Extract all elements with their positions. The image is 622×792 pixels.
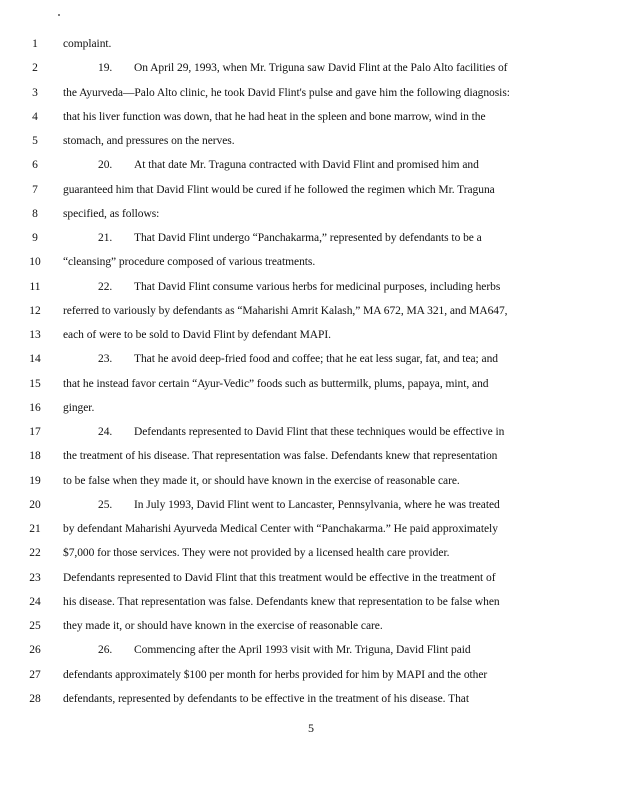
line-text	[98, 425, 618, 439]
line-number: 27	[29, 668, 41, 681]
line-text	[63, 183, 583, 197]
paragraph-number: 24.	[98, 426, 113, 438]
line-text	[98, 158, 618, 172]
pleading-line	[0, 639, 622, 663]
scan-speck	[58, 14, 60, 16]
line-content: guaranteed him that David Flint would be cured if he followed the regimen which Mr. Traguna	[63, 183, 495, 196]
line-text	[63, 304, 583, 318]
line-number: 20	[29, 498, 41, 511]
line-content: each of were to be sold to David Flint by defendant MAPI.	[63, 329, 331, 341]
pleading-line	[0, 324, 622, 348]
line-text	[63, 449, 583, 463]
pleading-line	[0, 567, 622, 591]
line-number: 9	[32, 232, 38, 244]
line-number: 23	[29, 571, 41, 584]
pleading-line	[0, 203, 622, 227]
pleading-line	[0, 33, 622, 57]
line-number: 18	[29, 450, 41, 463]
pleading-line	[0, 154, 622, 178]
line-content: by defendant Maharishi Ayurveda Medical Center with “Panchakarma.” He paid approximately	[63, 523, 498, 535]
line-text	[63, 595, 583, 609]
line-text	[98, 498, 618, 512]
pleading-line	[0, 615, 622, 639]
line-content: On April 29, 1993, when Mr. Triguna saw David Flint at the Palo Alto facilities of	[134, 62, 508, 75]
line-number: 4	[32, 110, 38, 123]
pleading-line	[0, 57, 622, 81]
line-text	[63, 571, 583, 585]
line-content: that he instead favor certain “Ayur-Vedic” foods such as buttermilk, plums, papaya, mint, and	[63, 377, 489, 390]
line-number: 28	[29, 692, 41, 705]
line-text	[63, 328, 583, 342]
line-text	[63, 110, 583, 124]
line-text	[63, 255, 583, 269]
pleading-line	[0, 179, 622, 203]
pleading-line	[0, 373, 622, 397]
line-number: 1	[32, 38, 38, 50]
line-content: his disease. That representation was false. Defendants knew that representation to be false when	[63, 595, 500, 608]
pleading-line	[0, 688, 622, 712]
paragraph-number: 19.	[98, 62, 113, 75]
line-number: 19	[29, 474, 41, 487]
line-number: 25	[29, 620, 41, 632]
pleading-line	[0, 494, 622, 518]
line-number: 11	[29, 280, 41, 293]
pleading-line	[0, 542, 622, 566]
line-number: 5	[32, 135, 38, 147]
pleading-line	[0, 591, 622, 615]
line-content: defendants, represented by defendants to be effective in the treatment of his disease. That	[63, 692, 469, 705]
line-number: 13	[29, 329, 41, 341]
paragraph-number: 21.	[98, 232, 113, 244]
line-number: 21	[29, 523, 41, 535]
paragraph-number: 23.	[98, 353, 113, 366]
pleading-line	[0, 276, 622, 300]
pleading-line	[0, 421, 622, 445]
line-text	[63, 134, 583, 148]
line-number: 7	[32, 183, 38, 196]
line-number: 10	[29, 256, 41, 269]
line-content: specified, as follows:	[63, 207, 160, 220]
line-number: 2	[32, 62, 38, 75]
line-content: Defendants represented to David Flint that these techniques would be effective in	[134, 426, 505, 438]
line-content: ginger.	[63, 401, 95, 414]
pleading-line	[0, 130, 622, 154]
line-content: that his liver function was down, that he had heat in the spleen and bone marrow, wind in the	[63, 110, 486, 123]
pleading-line	[0, 348, 622, 372]
line-content: Defendants represented to David Flint that this treatment would be effective in the treatment of	[63, 571, 496, 584]
pleading-line	[0, 518, 622, 542]
pleading-line	[0, 106, 622, 130]
line-number: 26	[29, 644, 41, 657]
line-text	[98, 352, 618, 366]
line-number: 14	[29, 353, 41, 366]
line-content: That David Flint consume various herbs for medicinal purposes, including herbs	[134, 280, 501, 293]
page-number: 5	[308, 721, 314, 735]
line-text	[63, 522, 583, 536]
line-text	[98, 643, 618, 657]
line-content: stomach, and pressures on the nerves.	[63, 135, 235, 147]
line-content: “cleansing” procedure composed of various treatments.	[63, 256, 316, 269]
line-content: That he avoid deep-fried food and coffee; that he eat less sugar, fat, and tea; and	[134, 353, 498, 366]
pleading-line	[0, 445, 622, 469]
pleading-line	[0, 397, 622, 421]
line-number: 17	[29, 426, 41, 438]
line-content: That David Flint undergo “Panchakarma,” represented by defendants to be a	[134, 232, 482, 244]
line-number: 24	[29, 595, 41, 608]
line-text	[63, 401, 583, 415]
line-text	[63, 377, 583, 391]
line-content: complaint.	[63, 38, 112, 50]
pleading-line	[0, 470, 622, 494]
line-number: 15	[29, 377, 41, 390]
paragraph-number: 25.	[98, 498, 113, 511]
line-text	[63, 37, 583, 51]
paragraph-number: 20.	[98, 159, 113, 172]
line-text	[63, 86, 583, 100]
pleading-line	[0, 82, 622, 106]
line-text	[63, 668, 583, 682]
line-number: 6	[32, 159, 38, 172]
line-text	[63, 474, 583, 488]
line-number: 22	[29, 547, 41, 560]
pleading-line	[0, 227, 622, 251]
line-number: 3	[32, 86, 38, 99]
pleading-line	[0, 664, 622, 688]
line-text	[63, 619, 583, 633]
pleading-line	[0, 300, 622, 324]
line-content: At that date Mr. Traguna contracted with David Flint and promised him and	[134, 159, 479, 172]
line-number: 8	[32, 207, 38, 220]
line-text	[63, 692, 583, 706]
paragraph-number: 22.	[98, 280, 113, 293]
line-content: defendants approximately $100 per month for herbs provided for him by MAPI and the other	[63, 668, 488, 681]
line-content: the Ayurveda—Palo Alto clinic, he took David Flint's pulse and gave him the following diagnosis:	[63, 86, 510, 99]
line-content: In July 1993, David Flint went to Lancaster, Pennsylvania, where he was treated	[134, 498, 500, 511]
line-content: to be false when they made it, or should have known in the exercise of reasonable care.	[63, 474, 460, 487]
line-text	[98, 231, 618, 245]
line-content: referred to variously by defendants as “Maharishi Amrit Kalash,” MA 672, MA 321, and MA647,	[63, 304, 508, 317]
line-text	[63, 546, 583, 560]
line-content: Commencing after the April 1993 visit with Mr. Triguna, David Flint paid	[134, 644, 471, 657]
line-text	[98, 61, 618, 75]
line-number: 16	[29, 401, 41, 414]
line-number: 12	[29, 304, 41, 317]
line-text	[98, 280, 618, 294]
line-text	[63, 207, 583, 221]
paragraph-number: 26.	[98, 644, 113, 657]
line-content: the treatment of his disease. That representation was false. Defendants knew that representation	[63, 450, 498, 463]
line-content: $7,000 for those services. They were not provided by a licensed health care provider.	[63, 547, 450, 560]
pleading-line	[0, 251, 622, 275]
line-content: they made it, or should have known in the exercise of reasonable care.	[63, 620, 383, 632]
